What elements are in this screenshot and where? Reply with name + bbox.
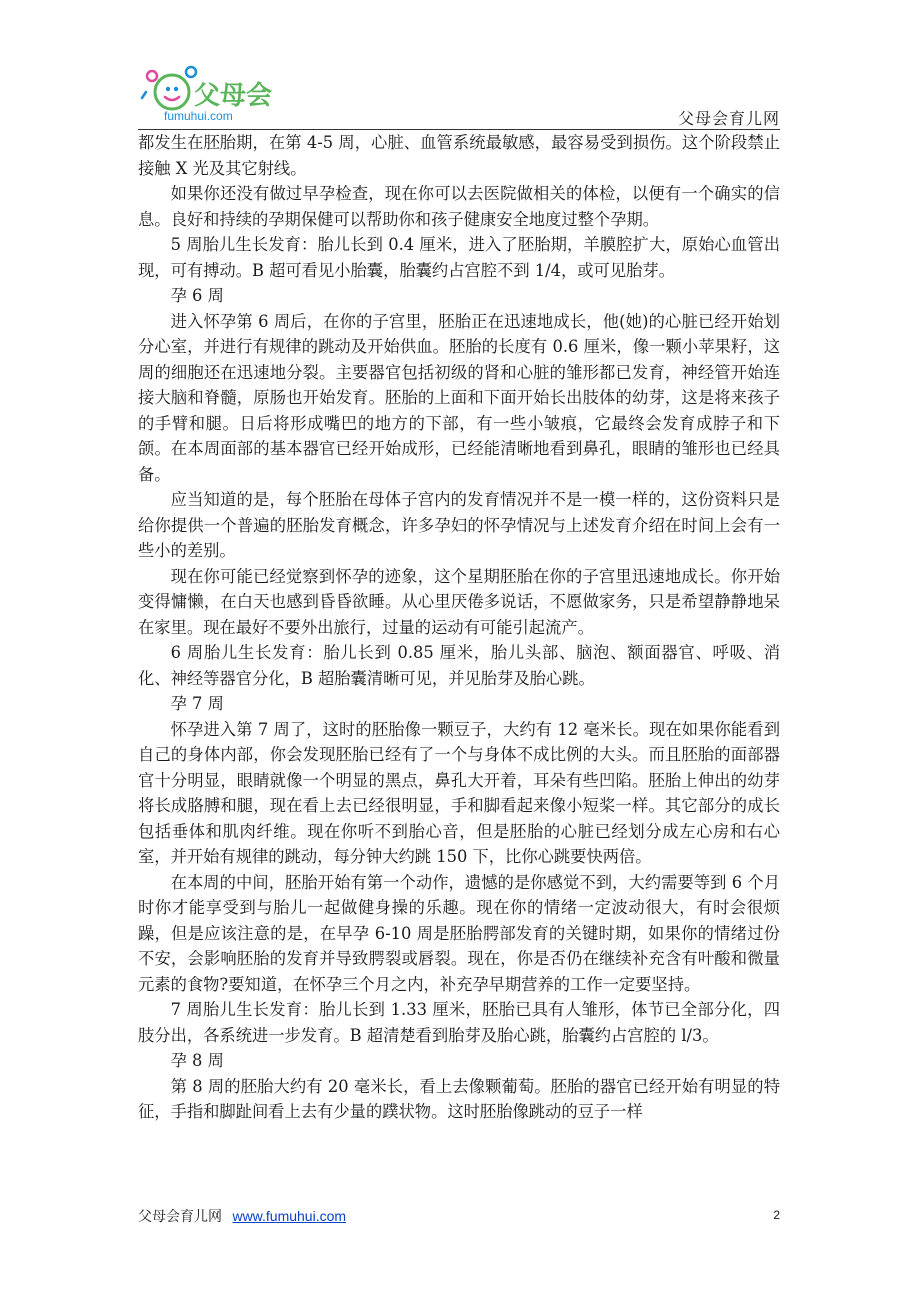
paragraph: 孕 7 周 <box>170 694 224 713</box>
logo-subtext: fumuhui.com <box>164 109 233 123</box>
paragraph: 如果你还没有做过早孕检查，现在你可以去医院做相关的体检，以便有一个确实的信息。良好和持续的孕期保健可以帮助你和孩子健康安全地度过整个孕期。 <box>138 184 780 229</box>
paragraph: 应当知道的是，每个胚胎在母体子宫内的发育情况并不是一模一样的，这份资料只是给你提供一个普遍的胚胎发育概念，许多孕妇的怀孕情况与上述发育介绍在时间上会有一些小的差别。 <box>138 490 780 560</box>
paragraph: 6 周胎儿生长发育：胎儿长到 0.85 厘米，胎儿头部、脑泡、额面器官、呼吸、消化、神经等器官分化，B 超胎囊清晰可见，并见胎芽及胎心跳。 <box>138 643 780 688</box>
page-number: 2 <box>773 1208 780 1222</box>
header-site-name: 父母会育儿网 <box>677 109 780 128</box>
fumuhui-logo[interactable] <box>138 62 298 124</box>
paragraph: 第 8 周的胚胎大约有 20 毫米长，看上去像颗葡萄。胚胎的器官已经开始有明显的特征，手指和脚趾间看上去有少量的蹼状物。这时胚胎像跳动的豆子一样 <box>138 1076 780 1121</box>
paragraph: 怀孕进入第 7 周了，这时的胚胎像一颗豆子，大约有 12 毫米长。现在如果你能看到自己的身体内部，你会发现胚胎已经有了一个与身体不成比例的大头。而且胚胎的面部器官十分明显，眼睛就像一个明显的黑点，鼻孔大开着，耳朵有些凹陷。胚胎上伸出的幼芽将长成胳膊和腿，现在看上去已经很明显，手和脚看起来像小短桨一样。其它部分的成长包括垂体和肌肉纤维。现在你听不到胎心音，但是胚胎的心脏已经划分成左心房和右心室，并开始有规律的跳动，每分钟大约跳 150 下，比你心跳要快两倍。 <box>138 719 780 866</box>
paragraph: 7 周胎儿生长发育：胎儿长到 1.33 厘米，胚胎已具有人雏形，体节已全部分化，四肢分出，各系统进一步发育。B 超清楚看到胎芽及胎心跳，胎囊约占宫腔的 l/3。 <box>138 1000 780 1045</box>
paragraph: 现在你可能已经觉察到怀孕的迹象，这个星期胚胎在你的子宫里迅速地成长。你开始变得慵懒，在白天也感到昏昏欲睡。从心里厌倦多说话，不愿做家务，只是希望静静地呆在家里。现在最好不要外出旅行，过量的运动有可能引起流产。 <box>138 566 780 637</box>
paragraph: 进入怀孕第 6 周后，在你的子宫里，胚胎正在迅速地成长，他(她)的心脏已经开始划分心室，并进行有规律的跳动及开始供血。胚胎的长度有 0.6 厘米，像一颗小苹果籽，这周的细胞还在迅速地分裂。主要器官包括初级的肾和心脏的雏形都已发育，神经管开始连接大脑和脊髓，原肠也开始发育。胚胎的上面和下面开始长出肢体的幼芽，这是将来孩子的手臂和腿。日后将形成嘴巴的地方的下部，有一些小皱痕，它最终会发育成脖子和下颌。在本周面部的基本器官已经开始成形，已经能清晰地看到鼻孔，眼睛的雏形也已经具备。 <box>138 311 780 484</box>
paragraph: 在本周的中间，胚胎开始有第一个动作，遗憾的是你感觉不到，大约需要等到 6 个月时你才能享受到与胎儿一起做健身操的乐趣。现在你的情绪一定波动很大，有时会很烦躁，但是应该注意的是，在早孕 6-10 周是胚胎腭部发育的关键时期，如果你的情绪过份不安，会影响胚胎的发育并导致腭裂或唇裂。现在，你是否仍在继续补充含有叶酸和微量元素的食物?要知道，在怀孕三个月之内，补充孕早期营养的工作一定要坚持。 <box>138 872 780 994</box>
page-header <box>138 62 780 132</box>
footer-link[interactable]: www.fumuhui.com <box>232 1208 347 1224</box>
footer-site-name: 父母会育儿网 <box>138 1209 222 1225</box>
page-footer <box>138 1206 780 1226</box>
article-body <box>138 130 780 1125</box>
paragraph: 5 周胎儿生长发育：胎儿长到 0.4 厘米，进入了胚胎期，羊膜腔扩大，原始心血管出现，可有搏动。B 超可看见小胎囊，胎囊约占宫腔不到 1/4，或可见胎芽。 <box>138 235 780 280</box>
logo-text: 父母会 <box>194 81 273 111</box>
paragraph: 孕 6 周 <box>170 286 224 305</box>
paragraph: 都发生在胚胎期，在第 4-5 周，心脏、血管系统最敏感，最容易受到损伤。这个阶段禁止接触 X 光及其它射线。 <box>138 133 780 178</box>
paragraph: 孕 8 周 <box>170 1051 224 1070</box>
